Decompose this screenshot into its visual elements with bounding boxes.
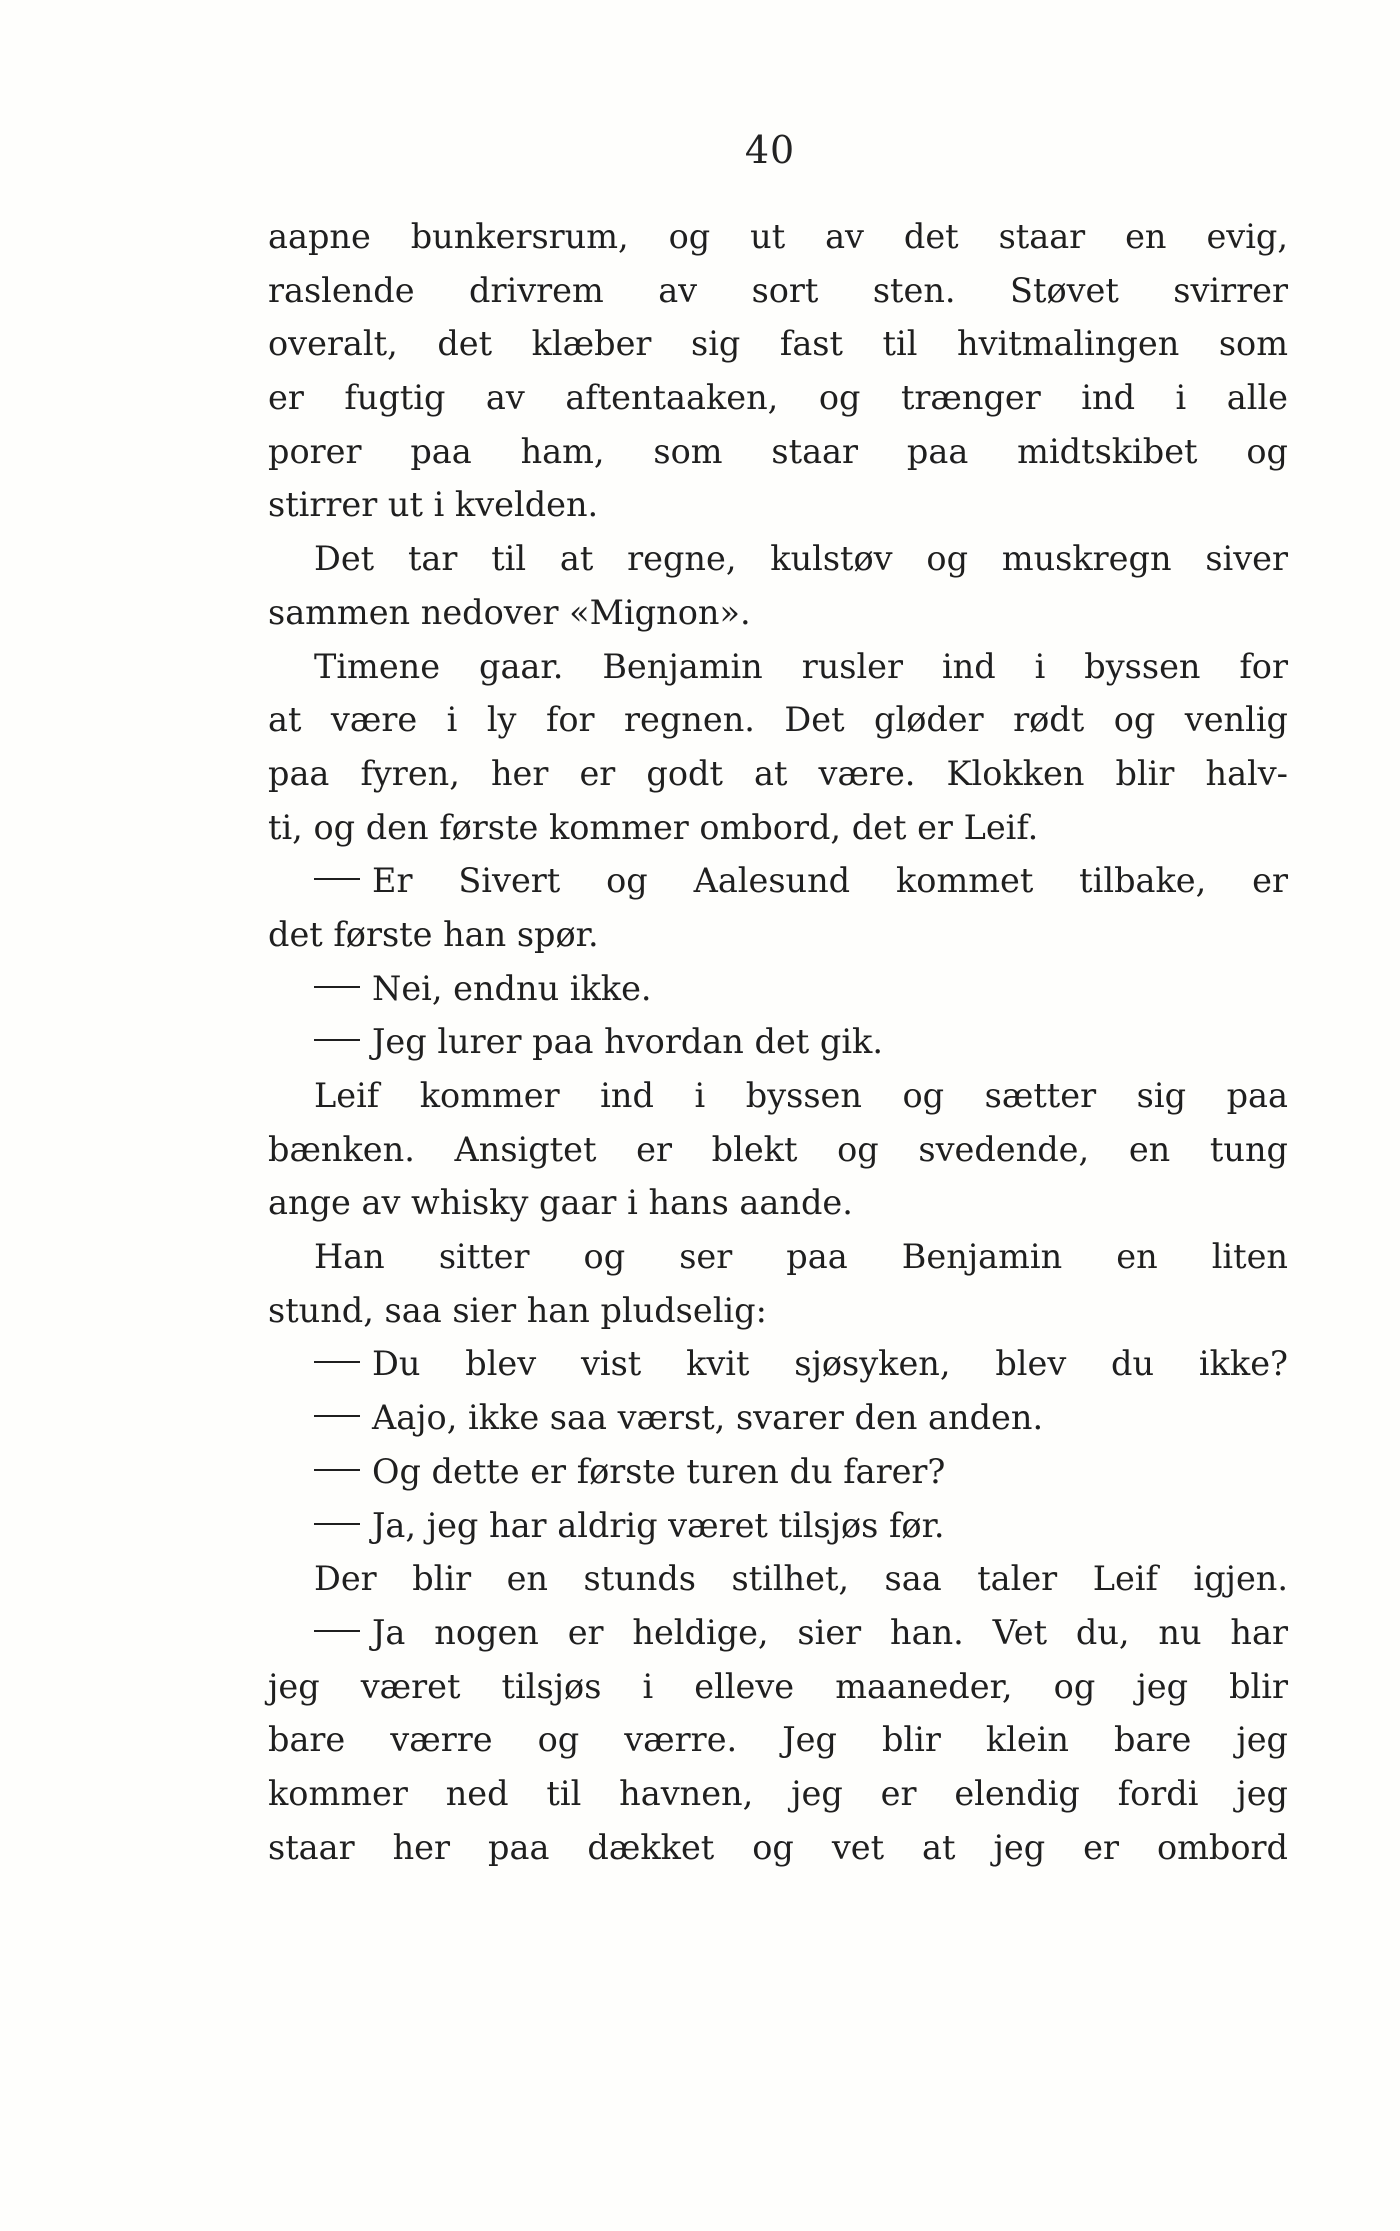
- text-line: [268, 1123, 1288, 1177]
- text-line: [268, 478, 1288, 532]
- text-line: [268, 1230, 1288, 1284]
- line-text: Ja, jeg har aldrig været tilsjøs før.: [372, 1505, 945, 1545]
- line-text: Nei, endnu ikke.: [372, 968, 652, 1008]
- text-line: [268, 317, 1288, 371]
- line-text: overalt, det klæber sig fast til hvitmalingen som: [268, 324, 1288, 364]
- line-text: Leif kommer ind i byssen og sætter sig paa: [314, 1076, 1288, 1115]
- line-text: staar her paa dækket og vet at jeg er ombord: [268, 1827, 1288, 1867]
- dialogue-dash: [314, 1469, 360, 1471]
- text-line: [268, 1015, 1288, 1069]
- line-text: kommer ned til havnen, jeg er elendig fordi jeg: [268, 1773, 1288, 1813]
- line-text: Han sitter og ser paa Benjamin en liten: [314, 1237, 1288, 1277]
- text-line: [268, 1499, 1288, 1553]
- text-line: [268, 1069, 1288, 1123]
- line-text: det første han spør.: [268, 914, 599, 954]
- line-text: Er Sivert og Aalesund kommet tilbake, er: [372, 861, 1288, 901]
- text-line: [268, 1606, 1288, 1660]
- line-text: jeg været tilsjøs i elleve maaneder, og jeg blir: [268, 1666, 1288, 1706]
- text-line: [268, 1445, 1288, 1499]
- text-line: [268, 854, 1288, 908]
- line-text: ange av whisky gaar i hans aande.: [268, 1183, 853, 1223]
- text-line: [268, 1821, 1288, 1875]
- line-text: Det tar til at regne, kulstøv og muskregn siver: [314, 539, 1288, 579]
- text-line: [268, 1391, 1288, 1445]
- text-line: [268, 962, 1288, 1016]
- text-line: [268, 1713, 1288, 1767]
- text-line: [268, 1767, 1288, 1821]
- text-line: [268, 1337, 1288, 1391]
- dialogue-dash: [314, 878, 360, 880]
- line-text: raslende drivrem av sort sten. Støvet svirrer: [268, 270, 1288, 310]
- text-line: [268, 425, 1288, 479]
- line-text: paa fyren, her er godt at være. Klokken blir halv-: [268, 753, 1288, 793]
- dialogue-dash: [314, 1630, 360, 1632]
- text-line: [268, 801, 1288, 855]
- line-text: Du blev vist kvit sjøsyken, blev du ikke?: [372, 1344, 1288, 1384]
- line-text: at være i ly for regnen. Det gløder rødt og venlig: [268, 700, 1288, 740]
- text-line: [268, 640, 1288, 694]
- text-line: [268, 1660, 1288, 1714]
- text-line: [268, 532, 1288, 586]
- line-text: bare værre og værre. Jeg blir klein bare jeg: [268, 1720, 1288, 1760]
- line-text: Timene gaar. Benjamin rusler ind i byssen for: [314, 646, 1288, 686]
- text-line: [268, 1284, 1288, 1338]
- text-line: [268, 1552, 1288, 1606]
- line-text: Jeg lurer paa hvordan det gik.: [372, 1022, 883, 1062]
- line-text: porer paa ham, som staar paa midtskibet og: [268, 431, 1288, 471]
- dialogue-dash: [314, 986, 360, 988]
- line-text: er fugtig av aftentaaken, og trænger ind i alle: [268, 378, 1288, 418]
- line-text: bænken. Ansigtet er blekt og svedende, en tung: [268, 1129, 1288, 1169]
- dialogue-dash: [314, 1523, 360, 1525]
- body-text: [268, 210, 1288, 1874]
- line-text: Der blir en stunds stilhet, saa taler Leif igjen.: [314, 1559, 1288, 1599]
- line-text: stirrer ut i kvelden.: [268, 485, 599, 525]
- text-line: [268, 264, 1288, 318]
- line-text: Og dette er første turen du farer?: [372, 1451, 946, 1491]
- line-text: stund, saa sier han pludselig:: [268, 1290, 767, 1330]
- text-line: [268, 908, 1288, 962]
- text-line: [268, 210, 1288, 264]
- line-text: ti, og den første kommer ombord, det er Leif.: [268, 807, 1039, 847]
- text-line: [268, 747, 1288, 801]
- line-text: Aajo, ikke saa værst, svarer den anden.: [372, 1398, 1044, 1438]
- text-line: [268, 371, 1288, 425]
- dialogue-dash: [314, 1415, 360, 1417]
- line-text: Ja nogen er heldige, sier han. Vet du, nu har: [372, 1612, 1288, 1652]
- text-line: [268, 1176, 1288, 1230]
- line-text: aapne bunkersrum, og ut av det staar en evig,: [268, 217, 1288, 256]
- text-line: [268, 693, 1288, 747]
- line-text: sammen nedover «Mignon».: [268, 592, 751, 632]
- dialogue-dash: [314, 1361, 360, 1363]
- text-line: [268, 586, 1288, 640]
- page-number: 40: [744, 128, 796, 172]
- dialogue-dash: [314, 1039, 360, 1041]
